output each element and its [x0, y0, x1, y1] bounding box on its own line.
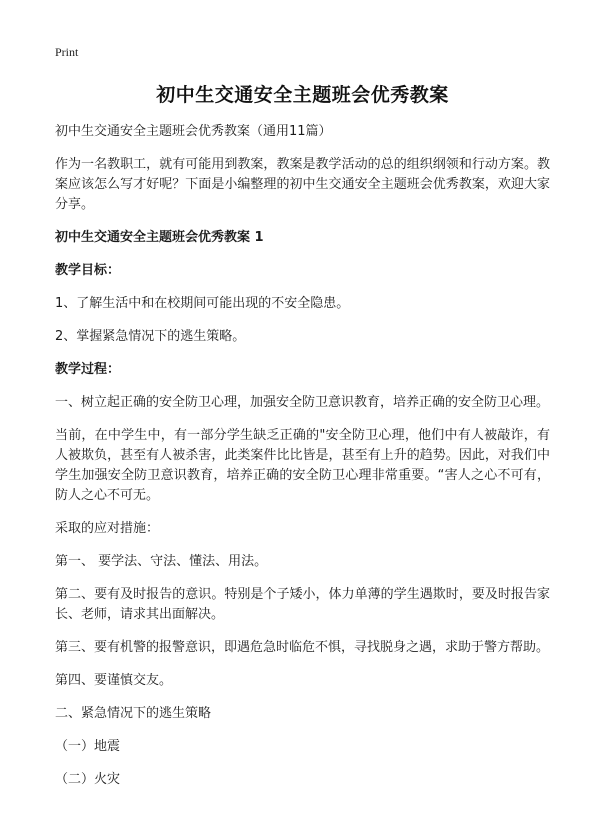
section-heading: 初中生交通安全主题班会优秀教案 1 — [55, 230, 264, 245]
sub-item: （二）火灾 — [55, 772, 121, 787]
print-link[interactable]: Print — [55, 45, 79, 59]
goals-heading: 教学目标： — [55, 263, 121, 278]
sub-item: （一）地震 — [55, 739, 121, 754]
intro-paragraph: 作为一名教职工，就有可能用到教案，教案是教学活动的总的组织纲领和行动方案。教案应该怎么写才好呢？下面是小编整理的初中生交通安全主题班会优秀教案，欢迎大家分享。 — [55, 157, 550, 212]
process-detail: 当前，在中学生中，有一部分学生缺乏正确的"安全防卫心理，他们中有人被敲诈，有人被欺负，甚至有人被杀害，此类案件比比皆是，甚至有上升的趋势。因此，对我们中学生加强安全防卫意识教育，培养正确的安全防卫心理非常重要。“害人之心不可有，防人之心不可无。 — [55, 428, 550, 503]
goal-item: 1、了解生活中和在校期间可能出现的不安全隐患。 — [55, 296, 350, 311]
process-paragraph: 二、紧急情况下的逃生策略 — [55, 706, 212, 721]
measure-item: 第四、要谨慎交友。 — [55, 673, 173, 688]
goal-item: 2、掌握紧急情况下的逃生策略。 — [55, 329, 246, 344]
measure-item: 第三、要有机警的报警意识，即遇危急时临危不惧，寻找脱身之遇，求助于警方帮助。 — [55, 640, 550, 655]
measure-item: 第二、要有及时报告的意识。特别是个子矮小，体力单薄的学生遇欺时，要及时报告家长、老师，请求其出面解决。 — [55, 587, 550, 622]
process-heading: 教学过程： — [55, 362, 121, 377]
measures-heading: 采取的应对措施： — [55, 521, 160, 536]
measure-item: 第一、 要学法、守法、懂法、用法。 — [55, 554, 268, 569]
process-paragraph: 一、树立起正确的安全防卫心理，加强安全防卫意识教育，培养正确的安全防卫心理。 — [55, 395, 550, 410]
page-title: 初中生交通安全主题班会优秀教案 — [156, 84, 449, 106]
document-body — [55, 122, 550, 803]
subtitle: 初中生交通安全主题班会优秀教案（通用11篇） — [55, 124, 332, 139]
